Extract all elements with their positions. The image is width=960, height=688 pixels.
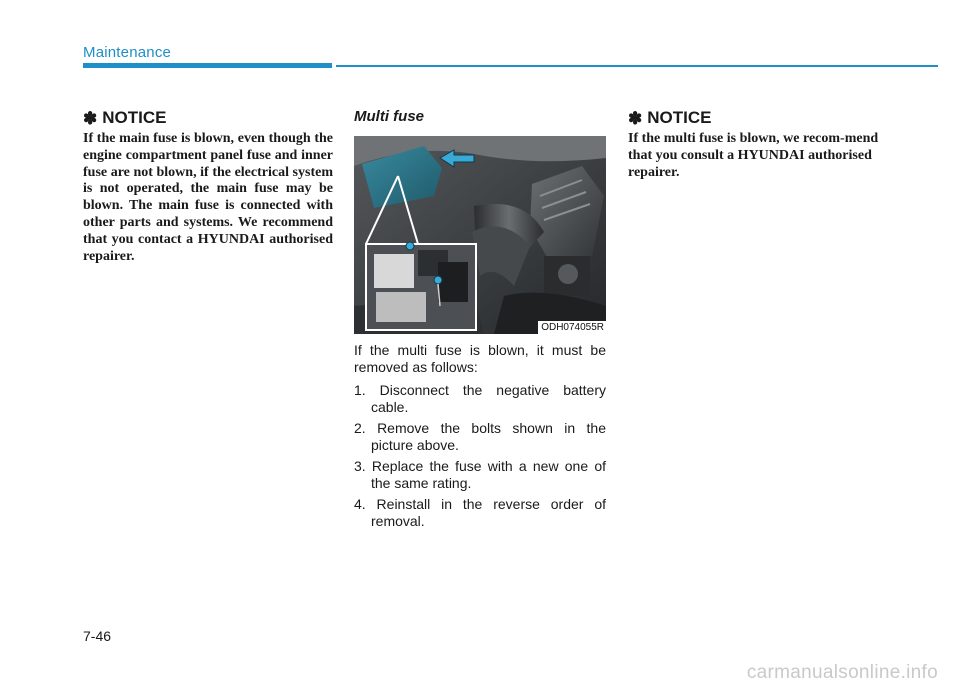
notice-text: If the main fuse is blown, even though the engine compartment panel fuse and inner fuse are not blown, if the electrical system is not operated, the main fuse may be blown. The main fuse is connected with other parts and systems. We recommend that you contact a HYUNDAI authorised repairer.: [83, 131, 333, 264]
notice-star-icon: ✽: [628, 108, 643, 128]
engine-bay-illustration: [354, 136, 606, 334]
notice-heading: [628, 108, 882, 128]
header-rule-thin: [336, 65, 938, 67]
notice-heading: [83, 108, 333, 128]
column-middle: [354, 108, 606, 534]
notice-title: NOTICE: [102, 108, 167, 127]
step-item: 4. Reinstall in the reverse order of removal.: [354, 496, 606, 529]
step-item: 3. Replace the fuse with a new one of the same rating.: [354, 458, 606, 491]
subheading-multi-fuse: Multi fuse: [354, 108, 424, 125]
header-rule-thick: [83, 63, 332, 68]
column-right: [628, 108, 882, 181]
notice-star-icon: ✽: [83, 108, 98, 128]
column-left: [83, 108, 333, 265]
watermark: carmanualsonline.info: [746, 662, 938, 683]
engine-bay-photo: [354, 136, 606, 334]
step-item: 2. Remove the bolts shown in the picture above.: [354, 420, 606, 453]
notice-title: NOTICE: [647, 108, 712, 127]
page-number: 7-46: [83, 628, 112, 644]
notice-text: If the multi fuse is blown, we recom-mend that you consult a HYUNDAI authorised repairer.: [628, 131, 879, 180]
step-item: 1. Disconnect the negative battery cable.: [354, 382, 606, 415]
image-code-label: ODH074055R: [538, 321, 606, 334]
removal-steps-list: [354, 382, 606, 530]
section-title: Maintenance: [83, 44, 172, 61]
multi-fuse-intro: If the multi fuse is blown, it must be removed as follows:: [354, 342, 606, 375]
